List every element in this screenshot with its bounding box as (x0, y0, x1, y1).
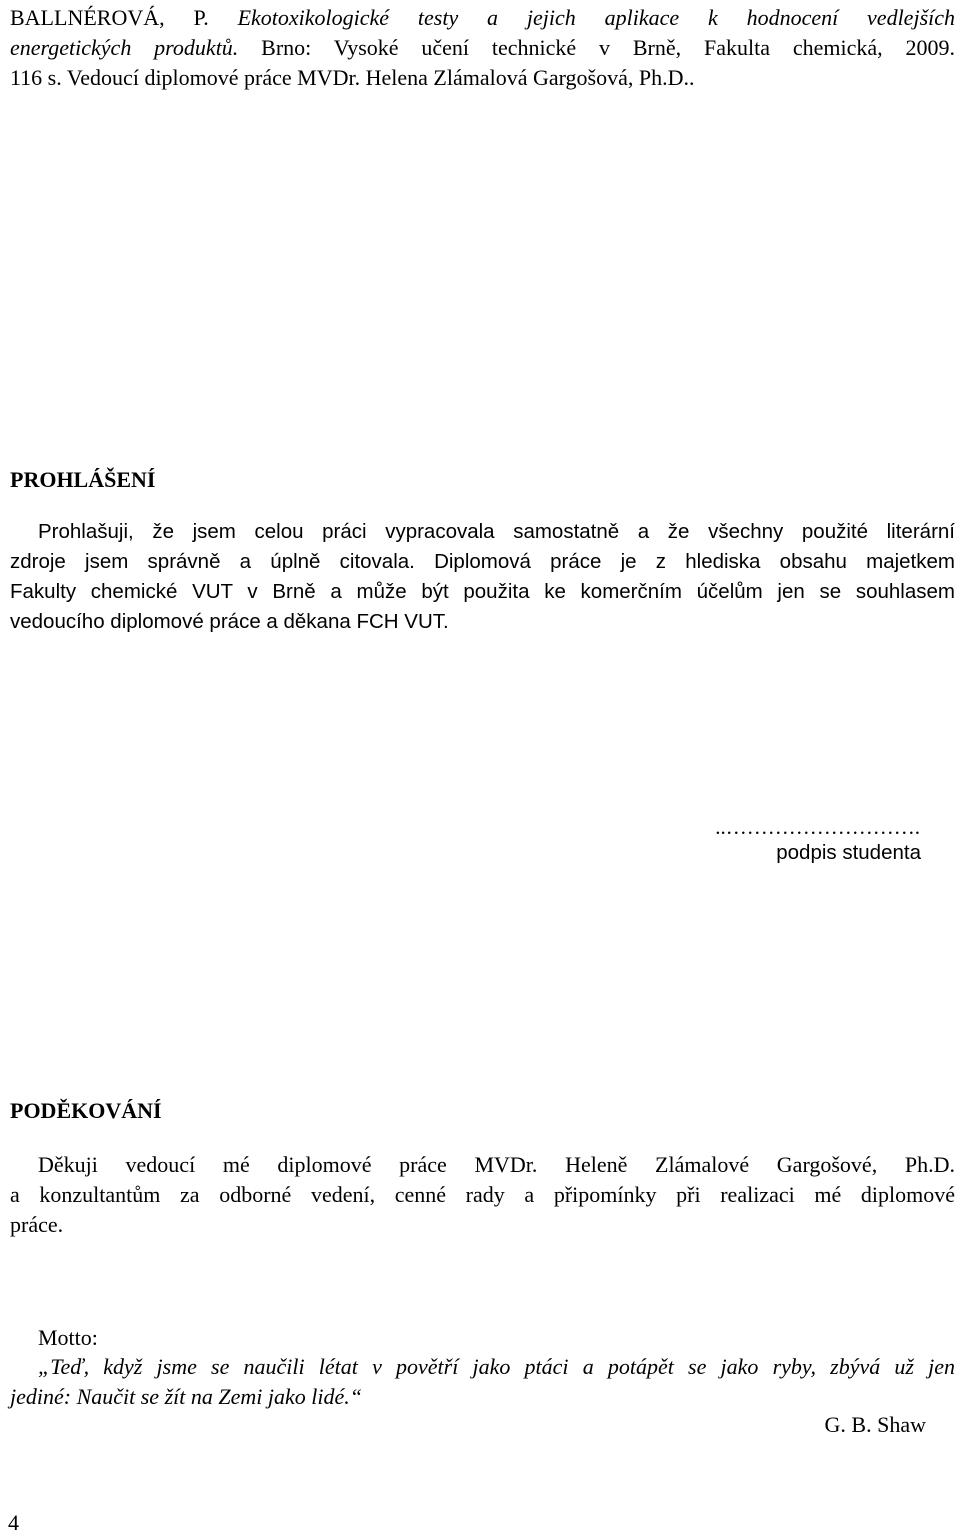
acknowledgement-line: Děkuji vedoucí mé diplomové práce MVDr. Heleně Zlámalové Gargošové, Ph.D. (38, 1152, 955, 1177)
citation-line-3: 116 s. Vedoucí diplomové práce MVDr. Helena Zlámalová Gargošová, Ph.D.. (10, 65, 695, 90)
acknowledgement-heading: PODĚKOVÁNÍ (10, 1098, 162, 1123)
citation-title-part-1: Ekotoxikologické testy a jejich aplikace k hodnocení vedlejších (237, 5, 956, 30)
motto-line-2: jediné: Naučit se žít na Zemi jako lidé.“ (10, 1384, 362, 1409)
motto-author: G. B. Shaw (824, 1412, 926, 1437)
signature-dots: ..………………………. (715, 815, 920, 839)
signature-label: podpis studenta (776, 841, 921, 864)
citation (10, 3, 955, 93)
declaration-text (10, 517, 955, 637)
declaration-line: vedoucího diplomové práce a děkana FCH VUT. (10, 610, 449, 633)
citation-line-1: BALLNÉROVÁ, P. Ekotoxikologické testy a jejich aplikace k hodnocení vedlejších (10, 5, 956, 30)
acknowledgement-line: a konzultantům za odborné vedení, cenné rady a připomínky při realizaci mé diplomové (10, 1182, 955, 1207)
motto-line-1: „Teď, když jsme se naučili létat v povětří jako ptáci a potápět se jako ryby, zbývá už jen (38, 1354, 955, 1379)
motto-quote (10, 1352, 955, 1412)
declaration-line: zdroje jsem správně a úplně citovala. Diplomová práce je z hlediska obsahu majetkem (10, 550, 955, 573)
declaration-line: Prohlašuji, že jsem celou práci vypracovala samostatně a že všechny použité literární (38, 520, 955, 543)
citation-line-2: energetických produktů. Brno: Vysoké učení technické v Brně, Fakulta chemická, 2009. (10, 35, 955, 60)
acknowledgement-line: práce. (10, 1212, 64, 1237)
declaration-heading: PROHLÁŠENÍ (10, 467, 156, 492)
citation-title-part-2: energetických produktů. (10, 35, 239, 60)
motto-label: Motto: (38, 1325, 98, 1350)
page-number: 4 (8, 1510, 19, 1535)
acknowledgement-text (10, 1150, 955, 1240)
declaration-line: Fakulty chemické VUT v Brně a může být použita ke komerčním účelům jen se souhlasem (10, 580, 955, 603)
